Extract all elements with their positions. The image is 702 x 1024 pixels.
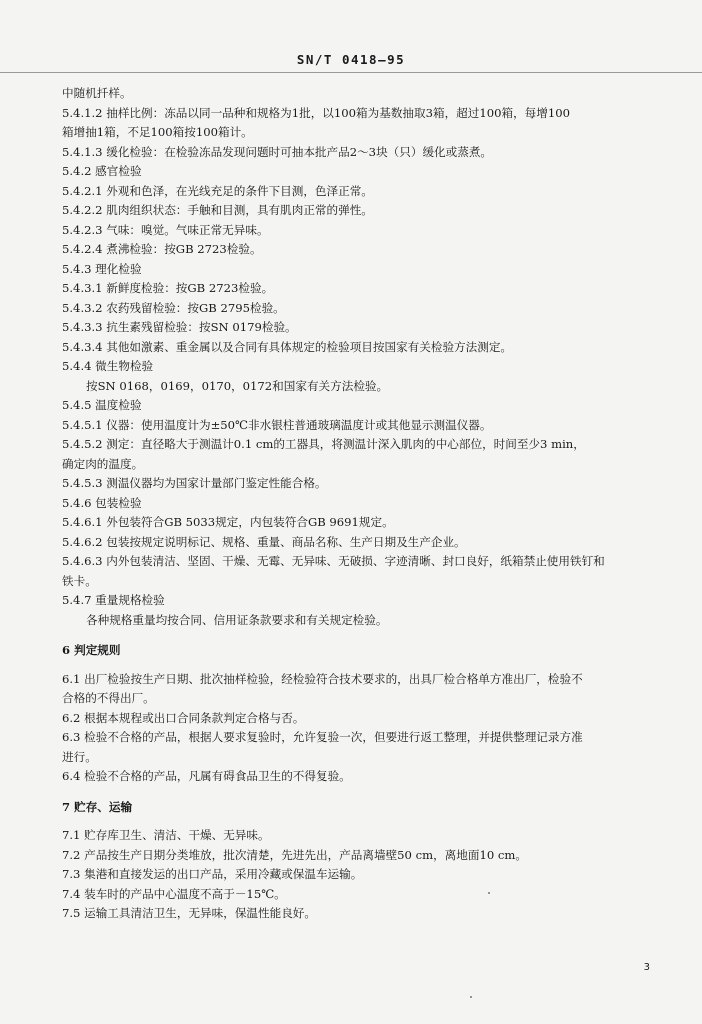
clause-5-4-7-heading: 5.4.7 重量规格检验 xyxy=(62,593,165,607)
clause-5-4-1-2: 5.4.1.2 抽样比例：冻品以同一品种和规格为1批，以100箱为基数抽取3箱，超过100箱，每增100 xyxy=(62,105,570,120)
clause-5-4-2-1: 5.4.2.1 外观和色泽，在光线充足的条件下目测，色泽正常。 xyxy=(62,183,373,198)
text-line: 进行。 xyxy=(62,749,97,764)
standard-header: SN/T 0418—95 xyxy=(296,52,406,67)
clause-5-4-1-3: 5.4.1.3 缓化检验：在检验冻品发现问题时可抽本批产品2～3块（只）缓化或蒸煮。 xyxy=(62,144,493,159)
text-line: 按SN 0168，0169，0170，0172和国家有关方法检验。 xyxy=(86,378,389,393)
page-number: 3 xyxy=(643,962,650,973)
section-7-heading: 7 贮存、运输 xyxy=(62,799,133,814)
clause-5-4-3-heading: 5.4.3 理化检验 xyxy=(62,261,142,276)
text-line: 中随机扦样。 xyxy=(62,86,132,100)
clause-5-4-6-3: 5.4.6.3 内外包装清洁、坚固、干燥、无霉、无异味、无破损、字迹清晰、封口良好，纸箱禁止使用铁钉和 xyxy=(62,554,605,568)
clause-5-4-5-2: 5.4.5.2 测定：直径略大于测温计0.1 cm的工器具，将测温计深入肌肉的中心部位，时间至少3 min， xyxy=(62,437,585,451)
clause-5-4-3-4: 5.4.3.4 其他如激素、重金属以及合同有具体规定的检验项目按国家有关检验方法测定。 xyxy=(62,339,513,354)
clause-5-4-5-heading: 5.4.5 温度检验 xyxy=(62,398,142,412)
scan-speck xyxy=(470,996,472,998)
clause-5-4-2-2: 5.4.2.2 肌肉组织状态：手触和目测，具有肌肉正常的弹性。 xyxy=(62,203,373,217)
scan-speck xyxy=(488,892,490,894)
clause-6-1: 6.1 出厂检验按生产日期、批次抽样检验，经检验符合技术要求的，出具厂检合格单方准出厂，检验不 xyxy=(62,671,583,686)
clause-7-2: 7.2 产品按生产日期分类堆放，批次清楚，先进先出，产品离墙壁50 cm，离地面10 cm。 xyxy=(62,847,527,862)
clause-5-4-6-1: 5.4.6.1 外包装符合GB 5033规定，内包装符合GB 9691规定。 xyxy=(62,515,394,529)
clause-5-4-6-heading: 5.4.6 包装检验 xyxy=(62,495,142,510)
document-body xyxy=(62,84,658,924)
clause-5-4-3-1: 5.4.3.1 新鲜度检验：按GB 2723检验。 xyxy=(62,281,274,295)
text-line: 各种规格重量均按合同、信用证条款要求和有关规定检验。 xyxy=(86,612,388,627)
clause-5-4-4-heading: 5.4.4 微生物检验 xyxy=(62,359,154,373)
clause-5-4-2-heading: 5.4.2 感官检验 xyxy=(62,164,142,178)
clause-6-3: 6.3 检验不合格的产品，根据人要求复验时，允许复验一次，但要进行返工整理，并提供整理记录方准 xyxy=(62,730,583,744)
clause-5-4-5-1: 5.4.5.1 仪器：使用温度计为±50℃非水银柱普通玻璃温度计或其他显示测温仪器。 xyxy=(62,417,492,432)
clause-7-4: 7.4 装车时的产品中心温度不高于－15℃。 xyxy=(62,886,286,901)
text-line: 合格的不得出厂。 xyxy=(62,691,155,705)
clause-5-4-2-4: 5.4.2.4 煮沸检验：按GB 2723检验。 xyxy=(62,242,262,256)
clause-5-4-5-3: 5.4.5.3 测温仪器均为国家计量部门鉴定性能合格。 xyxy=(62,476,327,490)
text-line: 确定肉的温度。 xyxy=(62,456,144,471)
clause-5-4-3-2: 5.4.3.2 农药残留检验：按GB 2795检验。 xyxy=(62,300,285,315)
clause-5-4-3-3: 5.4.3.3 抗生素残留检验：按SN 0179检验。 xyxy=(62,320,297,334)
clause-7-1: 7.1 贮存库卫生、清洁、干燥、无异味。 xyxy=(62,828,270,842)
header-rule xyxy=(0,72,702,73)
clause-5-4-2-3: 5.4.2.3 气味：嗅觉。气味正常无异味。 xyxy=(62,222,269,237)
text-line: 箱增抽1箱，不足100箱按100箱计。 xyxy=(62,125,253,139)
clause-6-2: 6.2 根据本规程或出口合同条款判定合格与否。 xyxy=(62,710,305,725)
text-line: 铁卡。 xyxy=(62,573,97,588)
clause-7-5: 7.5 运输工具清洁卫生，无异味，保温性能良好。 xyxy=(62,906,316,920)
section-6-heading: 6 判定规则 xyxy=(62,643,121,657)
clause-7-3: 7.3 集港和直接发运的出口产品，采用冷藏或保温车运输。 xyxy=(62,867,363,881)
clause-6-4: 6.4 检验不合格的产品，凡属有碍食品卫生的不得复验。 xyxy=(62,769,351,783)
clause-5-4-6-2: 5.4.6.2 包装按规定说明标记、规格、重量、商品名称、生产日期及生产企业。 xyxy=(62,534,466,549)
